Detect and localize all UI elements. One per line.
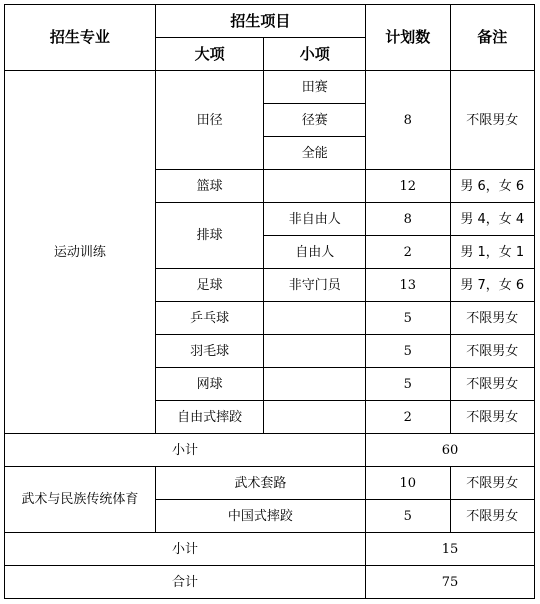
major-cell: 武术与民族传统体育 [5,467,156,533]
subtotal-value: 60 [366,434,535,467]
big-item-cell: 羽毛球 [155,335,264,368]
plan-cell: 2 [366,236,450,269]
small-item-cell [264,302,366,335]
plan-cell: 12 [366,170,450,203]
small-item-cell [264,170,366,203]
header-project: 招生项目 [155,5,365,38]
small-item-cell [264,335,366,368]
big-item-cell: 足球 [155,269,264,302]
note-cell: 不限男女 [450,500,535,533]
small-item-cell: 田赛 [264,71,366,104]
subtotal-value: 15 [366,533,535,566]
small-item-cell: 全能 [264,137,366,170]
subtotal-label: 小计 [5,533,366,566]
big-item-cell: 篮球 [155,170,264,203]
header-small: 小项 [264,38,366,71]
note-cell: 男 7，女 6 [450,269,535,302]
note-cell: 不限男女 [450,467,535,500]
enrollment-table-wrapper [4,4,535,599]
header-plan: 计划数 [366,5,450,71]
big-item-cell: 中国式摔跤 [155,500,365,533]
big-item-cell: 排球 [155,203,264,269]
plan-cell: 5 [366,500,450,533]
big-item-cell: 田径 [155,71,264,170]
note-cell: 男 4，女 4 [450,203,535,236]
big-item-cell: 武术套路 [155,467,365,500]
small-item-cell: 径赛 [264,104,366,137]
plan-cell: 8 [366,203,450,236]
plan-cell: 2 [366,401,450,434]
note-cell: 男 1，女 1 [450,236,535,269]
big-item-cell: 乒乓球 [155,302,264,335]
plan-cell: 5 [366,335,450,368]
small-item-cell [264,401,366,434]
header-major: 招生专业 [5,5,156,71]
enrollment-plan-table [4,4,535,599]
big-item-cell: 网球 [155,368,264,401]
major-cell: 运动训练 [5,71,156,434]
subtotal-row [5,434,535,467]
plan-cell: 10 [366,467,450,500]
small-item-cell: 非守门员 [264,269,366,302]
plan-cell: 8 [366,71,450,170]
note-cell: 不限男女 [450,401,535,434]
header-big: 大项 [155,38,264,71]
table-row [5,71,535,104]
small-item-cell [264,368,366,401]
total-label: 合计 [5,566,366,599]
plan-cell: 5 [366,368,450,401]
small-item-cell: 非自由人 [264,203,366,236]
note-cell: 不限男女 [450,302,535,335]
note-cell: 男 6，女 6 [450,170,535,203]
table-row [5,467,535,500]
plan-cell: 5 [366,302,450,335]
total-value: 75 [366,566,535,599]
subtotal-row [5,533,535,566]
big-item-cell: 自由式摔跤 [155,401,264,434]
total-row [5,566,535,599]
note-cell: 不限男女 [450,71,535,170]
note-cell: 不限男女 [450,368,535,401]
note-cell: 不限男女 [450,335,535,368]
plan-cell: 13 [366,269,450,302]
small-item-cell: 自由人 [264,236,366,269]
header-note: 备注 [450,5,535,71]
subtotal-label: 小计 [5,434,366,467]
